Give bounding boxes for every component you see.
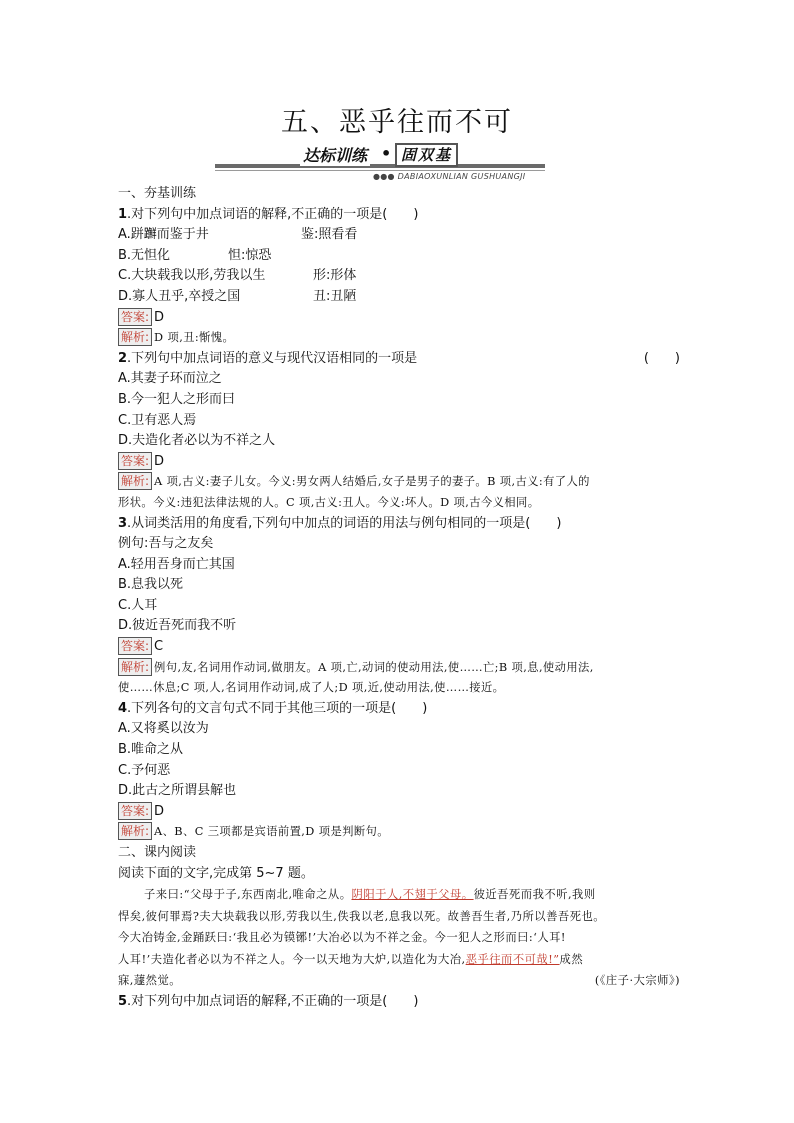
question-1-stem bbox=[118, 205, 678, 226]
analysis-text: A、B、C 三项都是宾语前置,D 项是判断句。 bbox=[154, 825, 389, 839]
answer-tag: 答案: bbox=[118, 452, 152, 470]
question-4-stem bbox=[118, 699, 678, 720]
option-text: D.寡人丑乎,卒授之国 bbox=[118, 288, 241, 304]
analysis-tag: 解析: bbox=[118, 472, 152, 490]
q3-option-c: C.人耳 bbox=[118, 597, 158, 613]
q4-option-d: D.此古之所谓县解也 bbox=[118, 783, 237, 799]
answer-tag: 答案: bbox=[118, 802, 152, 820]
analysis-text: A 项,古义:妻子儿女。今义:男女两人结婚后,女子是男子的妻子。B 项,古义:有了人的 bbox=[154, 475, 590, 489]
q3-answer bbox=[118, 637, 678, 658]
option-text: B.无怛化 bbox=[118, 247, 171, 263]
q2-option-d: D.夫造化者必以为不祥之人 bbox=[118, 433, 276, 449]
question-number: 3 bbox=[118, 515, 128, 531]
answer-value: D bbox=[154, 803, 165, 819]
question-text: .从词类活用的角度看,下列句中加点的词语的用法与例句相同的一项是( ) bbox=[127, 515, 562, 531]
question-number: 1 bbox=[118, 206, 128, 222]
q2-option-b: B.今一犯人之形而曰 bbox=[118, 391, 236, 407]
banner-rule bbox=[215, 164, 545, 168]
passage-text: 子来曰:“父母于子,东西南北,唯命之从。 bbox=[144, 888, 352, 902]
answer-value: D bbox=[154, 453, 165, 469]
answer-value: C bbox=[154, 639, 164, 655]
q3-option-d: D.彼近吾死而我不听 bbox=[118, 618, 237, 634]
banner-subtitle: ●●● DABIAOXUNLIAN GUSHUANGJI bbox=[373, 172, 526, 181]
option-gloss: 鉴:照看看 bbox=[301, 227, 358, 243]
q2-analysis bbox=[118, 472, 678, 493]
option-text: A.跰𨇤而鉴于井 bbox=[118, 227, 209, 243]
q1-option-b bbox=[118, 246, 678, 267]
passage-line-3: 今大冶铸金,金踊跃曰:‘我且必为镆铘!’大冶必以为不祥之金。今一犯人之形而曰:‘人耳! bbox=[118, 931, 566, 945]
passage-source: (《庄子·大宗师》) bbox=[594, 974, 680, 988]
q3-analysis bbox=[118, 658, 678, 679]
passage-text: 寐,蘧然觉。 bbox=[118, 974, 182, 988]
question-number: 2 bbox=[118, 350, 128, 366]
q1-analysis bbox=[118, 328, 678, 349]
passage-text: 成然 bbox=[559, 952, 584, 966]
q2-option-a: A.其妻子环而泣之 bbox=[118, 371, 222, 387]
q3-option-a: A.轻用吾身而亡其国 bbox=[118, 556, 235, 572]
q1-answer bbox=[118, 308, 678, 329]
banner-main-label: 达标训练 bbox=[300, 143, 370, 166]
q4-analysis bbox=[118, 822, 678, 843]
question-3-stem bbox=[118, 514, 678, 535]
q1-option-a bbox=[118, 225, 678, 246]
option-text: C.大块载我以形,劳我以生 bbox=[118, 268, 266, 284]
banner-dot: • bbox=[381, 144, 392, 163]
question-text: .下列句中加点词语的意义与现代汉语相同的一项是 bbox=[127, 350, 418, 366]
option-gloss: 形:形体 bbox=[313, 268, 357, 284]
passage-line-4 bbox=[118, 949, 678, 971]
section-banner bbox=[215, 143, 545, 183]
question-2-stem bbox=[118, 349, 678, 370]
section-heading-2: 二、课内阅读 bbox=[118, 845, 197, 860]
worksheet-content bbox=[118, 184, 678, 1012]
reading-intro: 阅读下面的文字,完成第 5~7 题。 bbox=[118, 865, 314, 881]
q4-option-c: C.予何恶 bbox=[118, 762, 171, 778]
q2-analysis-cont: 形状。今义:违犯法律法规的人。C 项,古义:丑人。今义:坏人。D 项,古今义相同。 bbox=[118, 495, 540, 509]
passage-highlight: 阴阳于人,不翅于父母。 bbox=[351, 888, 474, 902]
analysis-tag: 解析: bbox=[118, 822, 152, 840]
q3-option-b: B.息我以死 bbox=[118, 577, 184, 593]
option-gloss: 怛:惊恐 bbox=[228, 247, 272, 263]
q4-option-a: A.又将奚以汝为 bbox=[118, 721, 209, 737]
passage-line-1 bbox=[118, 884, 678, 906]
passage-line-5 bbox=[118, 970, 678, 992]
answer-tag: 答案: bbox=[118, 637, 152, 655]
q4-option-b: B.唯命之从 bbox=[118, 742, 184, 758]
reading-passage bbox=[118, 884, 678, 992]
q1-option-c bbox=[118, 266, 678, 287]
question-text: .对下列句中加点词语的解释,不正确的一项是( ) bbox=[127, 206, 419, 222]
q2-option-c: C.卫有恶人焉 bbox=[118, 412, 197, 428]
question-number: 5 bbox=[118, 993, 128, 1009]
q3-analysis-cont: 使……休息;C 项,人,名词用作动词,成了人;D 项,近,使动用法,使……接近。 bbox=[118, 681, 505, 695]
q1-option-d bbox=[118, 287, 678, 308]
passage-text: 人耳!’夫造化者必以为不祥之人。今一以天地为大炉,以造化为大冶, bbox=[118, 952, 466, 966]
banner-rule-thin bbox=[215, 170, 545, 171]
passage-line-2: 悍矣,彼何罪焉?夫大块载我以形,劳我以生,佚我以老,息我以死。故善吾生者,乃所以善吾死也。 bbox=[118, 909, 606, 923]
question-5-stem bbox=[118, 992, 678, 1013]
q4-answer bbox=[118, 802, 678, 823]
answer-paren: ( ) bbox=[643, 350, 680, 366]
question-number: 4 bbox=[118, 700, 128, 716]
option-gloss: 丑:丑陋 bbox=[313, 288, 357, 304]
banner-boxed-label: 固双基 bbox=[395, 143, 458, 167]
passage-highlight: 恶乎往而不可哉!” bbox=[465, 952, 560, 966]
analysis-tag: 解析: bbox=[118, 658, 152, 676]
passage-text: 彼近吾死而我不听,我则 bbox=[473, 888, 596, 902]
analysis-text: 例句,友,名词用作动词,做朋友。A 项,亡,动词的使动用法,使……亡;B 项,息,使动用法, bbox=[154, 660, 594, 674]
section-heading-1: 一、夯基训练 bbox=[118, 186, 197, 201]
question-text: .对下列句中加点词语的解释,不正确的一项是( ) bbox=[127, 993, 419, 1009]
q2-answer bbox=[118, 452, 678, 473]
analysis-tag: 解析: bbox=[118, 328, 152, 346]
question-text: .下列各句的文言句式不同于其他三项的一项是( ) bbox=[127, 700, 428, 716]
page-title: 五、恶乎往而不可 bbox=[281, 107, 513, 138]
answer-tag: 答案: bbox=[118, 308, 152, 326]
answer-value: D bbox=[154, 309, 165, 325]
analysis-text: D 项,丑:惭愧。 bbox=[154, 331, 235, 345]
q3-example: 例句:吾与之友矣 bbox=[118, 536, 214, 552]
